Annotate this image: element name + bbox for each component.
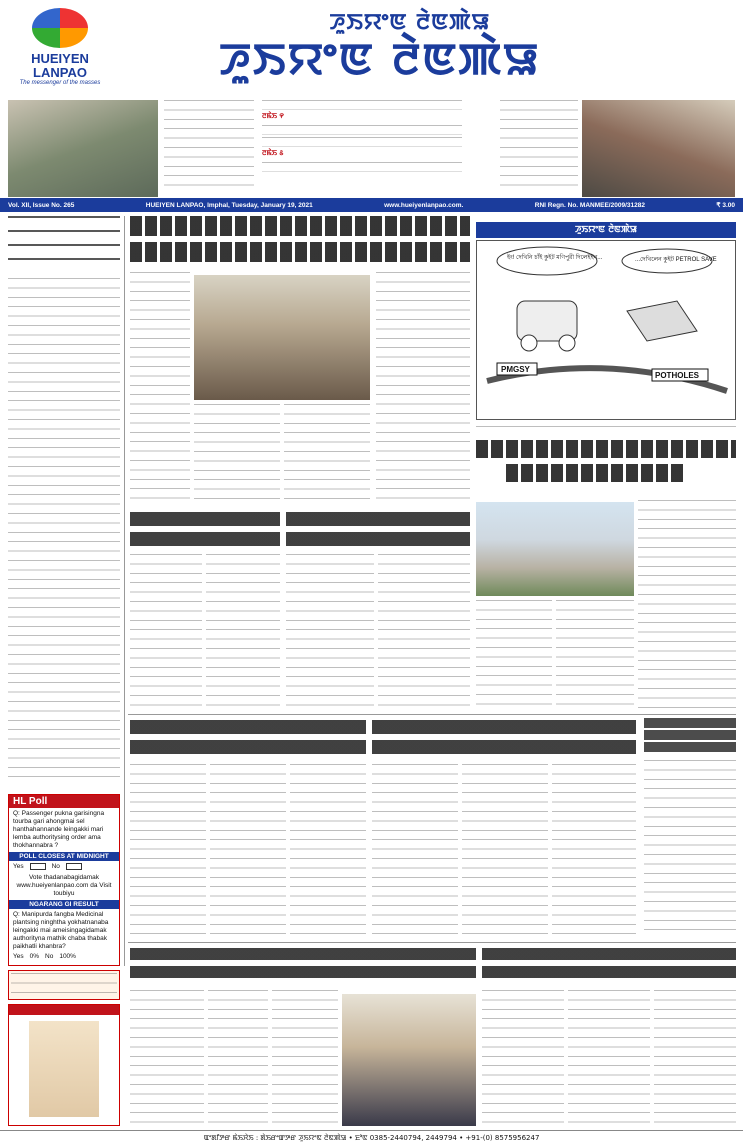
lower-story1-col2 xyxy=(210,764,286,936)
issue-volume: Vol. XII, Issue No. 265 xyxy=(8,201,75,209)
teaser-right xyxy=(500,100,578,195)
weather-box xyxy=(8,970,120,1000)
right-story-col xyxy=(638,500,736,710)
left-story-body xyxy=(8,278,120,783)
lead-photo xyxy=(194,275,370,400)
logo-text: HUEIYEN LANPAO xyxy=(31,51,89,80)
bottom-story2-col3 xyxy=(654,990,736,1126)
bottom-story2-col2 xyxy=(568,990,650,1126)
lower-story3-col xyxy=(644,760,736,936)
lead-story-col1 xyxy=(130,272,190,500)
cartoon-bubble-right: ...দেখিলেন কুইট PETROL SAVE xyxy=(635,257,717,263)
poll-result-yes: Yes xyxy=(13,953,24,960)
poll-no-checkbox[interactable] xyxy=(66,863,82,870)
horizontal-rule xyxy=(128,714,736,715)
lower-story1-col1 xyxy=(130,764,206,936)
left-column-story xyxy=(8,216,120,790)
poll-result-no-pct: 100% xyxy=(59,953,76,960)
lower-story1-headline xyxy=(130,720,366,758)
lower-story3-headline xyxy=(644,718,736,754)
lead-story-col4 xyxy=(376,272,470,500)
lead-headline-line1 xyxy=(130,216,470,236)
cartoon-drawing xyxy=(477,241,735,419)
poll-no-label: No xyxy=(51,863,60,870)
teaser-left xyxy=(164,100,254,195)
lower-story2-col3 xyxy=(552,764,636,936)
horizontal-rule xyxy=(128,942,736,943)
cartoon-bubble-left: ইং! দেখিনি চাঁই কুইট মণিপুরী দিলেইইন... xyxy=(507,255,603,261)
lead-headline-line2 xyxy=(130,242,470,262)
mid-story2-col2 xyxy=(378,554,470,708)
bottom-story2-col1 xyxy=(482,990,564,1126)
top-left-photo xyxy=(8,100,158,197)
lead-story-col3 xyxy=(284,404,370,500)
mid-story2-headline xyxy=(286,512,470,548)
issue-website[interactable]: www.hueiyenlanpao.com. xyxy=(384,201,464,209)
poll-result-row xyxy=(9,953,119,960)
lower-story1-col3 xyxy=(290,764,366,936)
teaser-page-ref: ꯂꯃꯥꯏ ꯵ xyxy=(262,112,284,120)
teaser-line xyxy=(262,100,462,110)
bottom-story1-col3 xyxy=(272,990,338,1126)
lead-headline xyxy=(130,216,470,266)
mid-story2-col1 xyxy=(286,554,374,708)
mid-story1-headline xyxy=(130,512,280,548)
masthead-logo xyxy=(10,8,110,98)
teaser-page-ref: ꯂꯃꯥꯏ ꯴ xyxy=(262,149,284,157)
poll-title: HL Poll xyxy=(9,795,119,808)
right-story-col3 xyxy=(556,600,634,710)
right-story-col2 xyxy=(476,600,552,710)
poll-closes: POLL CLOSES AT MIDNIGHT xyxy=(9,852,119,861)
lower-story2-headline xyxy=(372,720,636,758)
right-headline-line1 xyxy=(476,440,736,458)
pocket-cartoon-image xyxy=(29,1021,99,1117)
bottom-story1-col1 xyxy=(130,990,204,1126)
assembly-building-photo xyxy=(476,502,634,596)
teaser-line xyxy=(262,162,462,172)
lower-story2-col2 xyxy=(462,764,548,936)
road-safety-photo xyxy=(342,994,476,1126)
issue-publisher: HUEIYEN LANPAO, Imphal, Tuesday, January 19, 2021 xyxy=(145,201,313,209)
lower-story2-col1 xyxy=(372,764,458,936)
bottom-story2-headline xyxy=(482,948,736,984)
poll-vote-text[interactable]: Vote thadanabagidamak www.hueiyenlanpao.com da Visit toubiyu xyxy=(16,874,112,897)
top-right-photo xyxy=(582,100,735,197)
masthead-title-bengali: ꯍꯨꯏꯌꯦꯟ ꯂꯥꯟꯄꯥꯎ xyxy=(329,10,491,35)
cartoon-label-pmgsy: PMGSY xyxy=(501,365,530,374)
bottom-story1-headline xyxy=(130,948,476,984)
teaser-line xyxy=(262,137,462,147)
poll-options xyxy=(9,861,119,872)
poll-yes-label: Yes xyxy=(13,863,24,870)
issue-price: ₹ 3.00 xyxy=(716,202,735,209)
teaser-left-text xyxy=(164,100,254,192)
right-story-headline xyxy=(476,426,736,498)
teaser-right-text xyxy=(500,100,578,192)
column-divider xyxy=(124,216,125,966)
pocket-cartoon-header xyxy=(9,1005,119,1015)
lead-story-col2 xyxy=(194,404,280,500)
teaser-center xyxy=(262,100,462,195)
right-story-kicker xyxy=(476,426,736,434)
bottom-story1-col2 xyxy=(208,990,268,1126)
logo-emblem-icon xyxy=(32,8,88,48)
pocket-cartoon-box xyxy=(8,1004,120,1126)
poll-result-no: No xyxy=(45,953,54,960)
mid-story1-col1 xyxy=(130,554,202,708)
page-footer: ꯑꯦꯗꯤꯇꯔ ꯃꯥꯏꯆꯥꯏ : ꯗꯥꯏꯔꯦꯛꯇꯔ ꯍꯨꯏꯌꯦꯟ ꯂꯥꯟꯄꯥꯎ • ꯐꯣꯟ 0385-2440794, 2449794 • +91-(0) 8575956247 xyxy=(0,1130,743,1145)
mid-story1-col2 xyxy=(206,554,280,708)
editorial-cartoon xyxy=(476,240,736,420)
right-headline-line2 xyxy=(506,464,686,482)
poll-question: Q: Passenger pukna garisingna tourba gari ahongmai sel hanthahannande leingakki mari lemba authoritysing order ama thokhannabra ? xyxy=(13,810,105,849)
poll-result-yes-pct: 0% xyxy=(29,953,40,960)
issue-rni: RNI Regn. No. MANMEE/2009/31282 xyxy=(534,201,645,209)
hl-poll-box xyxy=(8,794,120,966)
poll-result-question: Q: Manipurda fangba Medicinal plantsing ninghtha yokhatnanaba leingakki mai ameisingagidamak authorityna mathik chaba thabak paikhatli khanbra? xyxy=(13,911,109,950)
masthead-title-meetei: ꯍꯨꯏꯌꯦꯟ ꯂꯥꯟꯄꯥꯎ xyxy=(219,34,541,85)
issue-info-bar xyxy=(0,198,743,212)
weather-box-text xyxy=(11,973,117,999)
cartoon-box-header: ꯍꯨꯏꯌꯦꯟ ꯂꯥꯟꯄꯥꯎ xyxy=(476,222,736,238)
left-story-headline xyxy=(8,216,120,272)
logo-tagline: The messenger of the masses xyxy=(19,80,101,86)
teaser-line xyxy=(262,125,462,135)
cartoon-label-potholes: POTHOLES xyxy=(655,371,700,380)
poll-result-header: NGARANG GI RESULT xyxy=(9,900,119,909)
poll-yes-checkbox[interactable] xyxy=(30,863,46,870)
